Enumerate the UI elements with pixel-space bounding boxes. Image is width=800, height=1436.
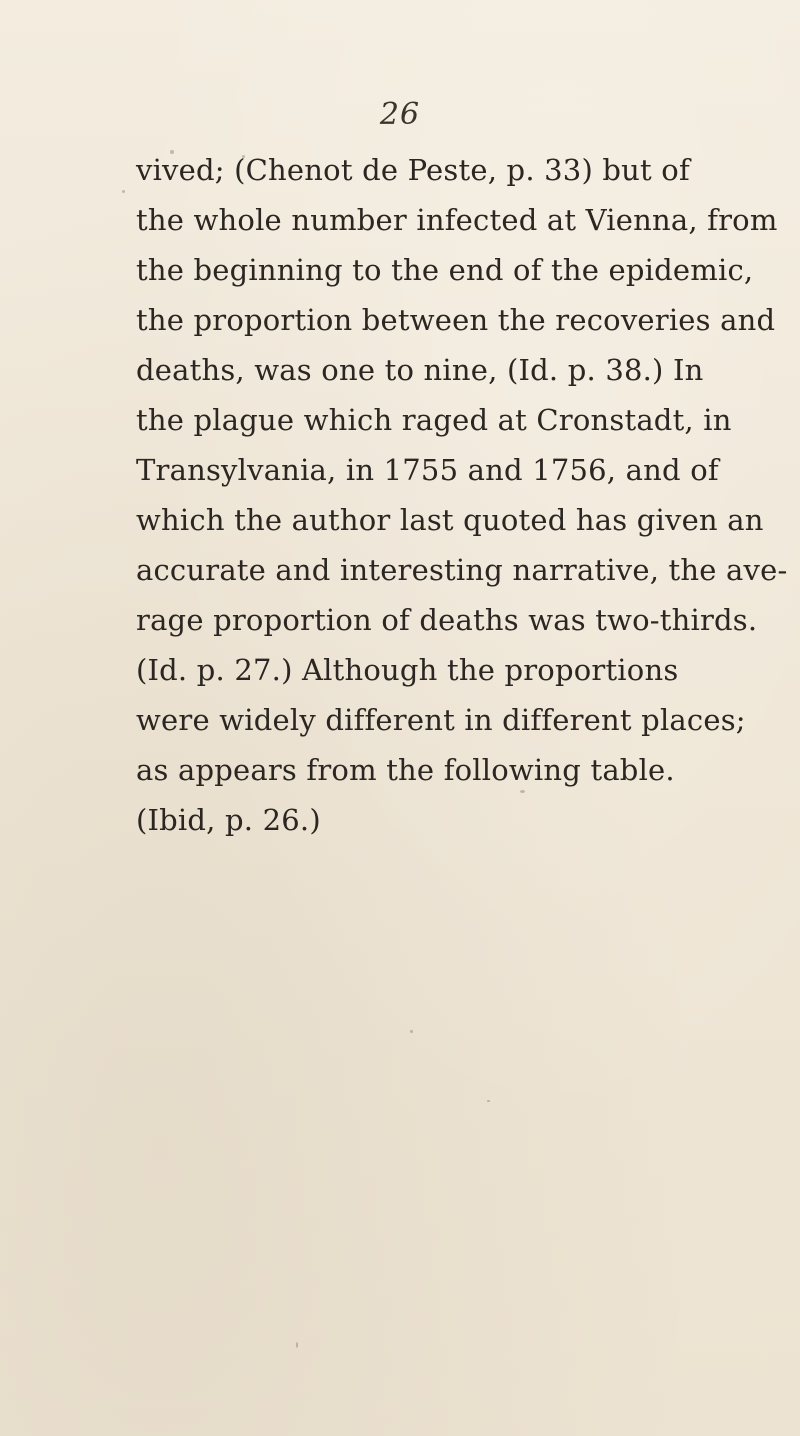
paper-speck bbox=[170, 150, 174, 154]
text-line: the plague which raged at Cronstadt, in bbox=[136, 403, 732, 437]
text-line: as appears from the following table. bbox=[136, 753, 675, 787]
text-line: were widely different in different places; bbox=[136, 703, 746, 737]
text-line: Transylvania, in 1755 and 1756, and of bbox=[136, 453, 719, 487]
text-line: accurate and interesting narrative, the ave- bbox=[136, 553, 788, 587]
text-line: the whole number infected at Vienna, from bbox=[136, 203, 778, 237]
page-number: 26 bbox=[379, 97, 421, 132]
text-line: the beginning to the end of the epidemic, bbox=[136, 253, 754, 287]
paper-speck bbox=[410, 1030, 413, 1033]
paper-speck bbox=[487, 1100, 490, 1102]
paper-speck bbox=[122, 190, 125, 193]
paper-speck bbox=[242, 155, 245, 158]
text-line: rage proportion of deaths was two-thirds. bbox=[136, 603, 758, 637]
paper-speck bbox=[520, 790, 525, 793]
text-line: the proportion between the recoveries and bbox=[136, 303, 776, 337]
text-line: (Ibid, p. 26.) bbox=[136, 803, 321, 837]
paper-speck bbox=[296, 1342, 298, 1348]
body-text bbox=[136, 145, 788, 845]
text-line: which the author last quoted has given an bbox=[136, 503, 764, 537]
text-line: vived; (Chenot de Peste, p. 33) but of bbox=[136, 153, 690, 187]
text-line: deaths, was one to nine, (Id. p. 38.) In bbox=[136, 353, 704, 387]
text-line: (Id. p. 27.) Although the proportions bbox=[136, 653, 679, 687]
